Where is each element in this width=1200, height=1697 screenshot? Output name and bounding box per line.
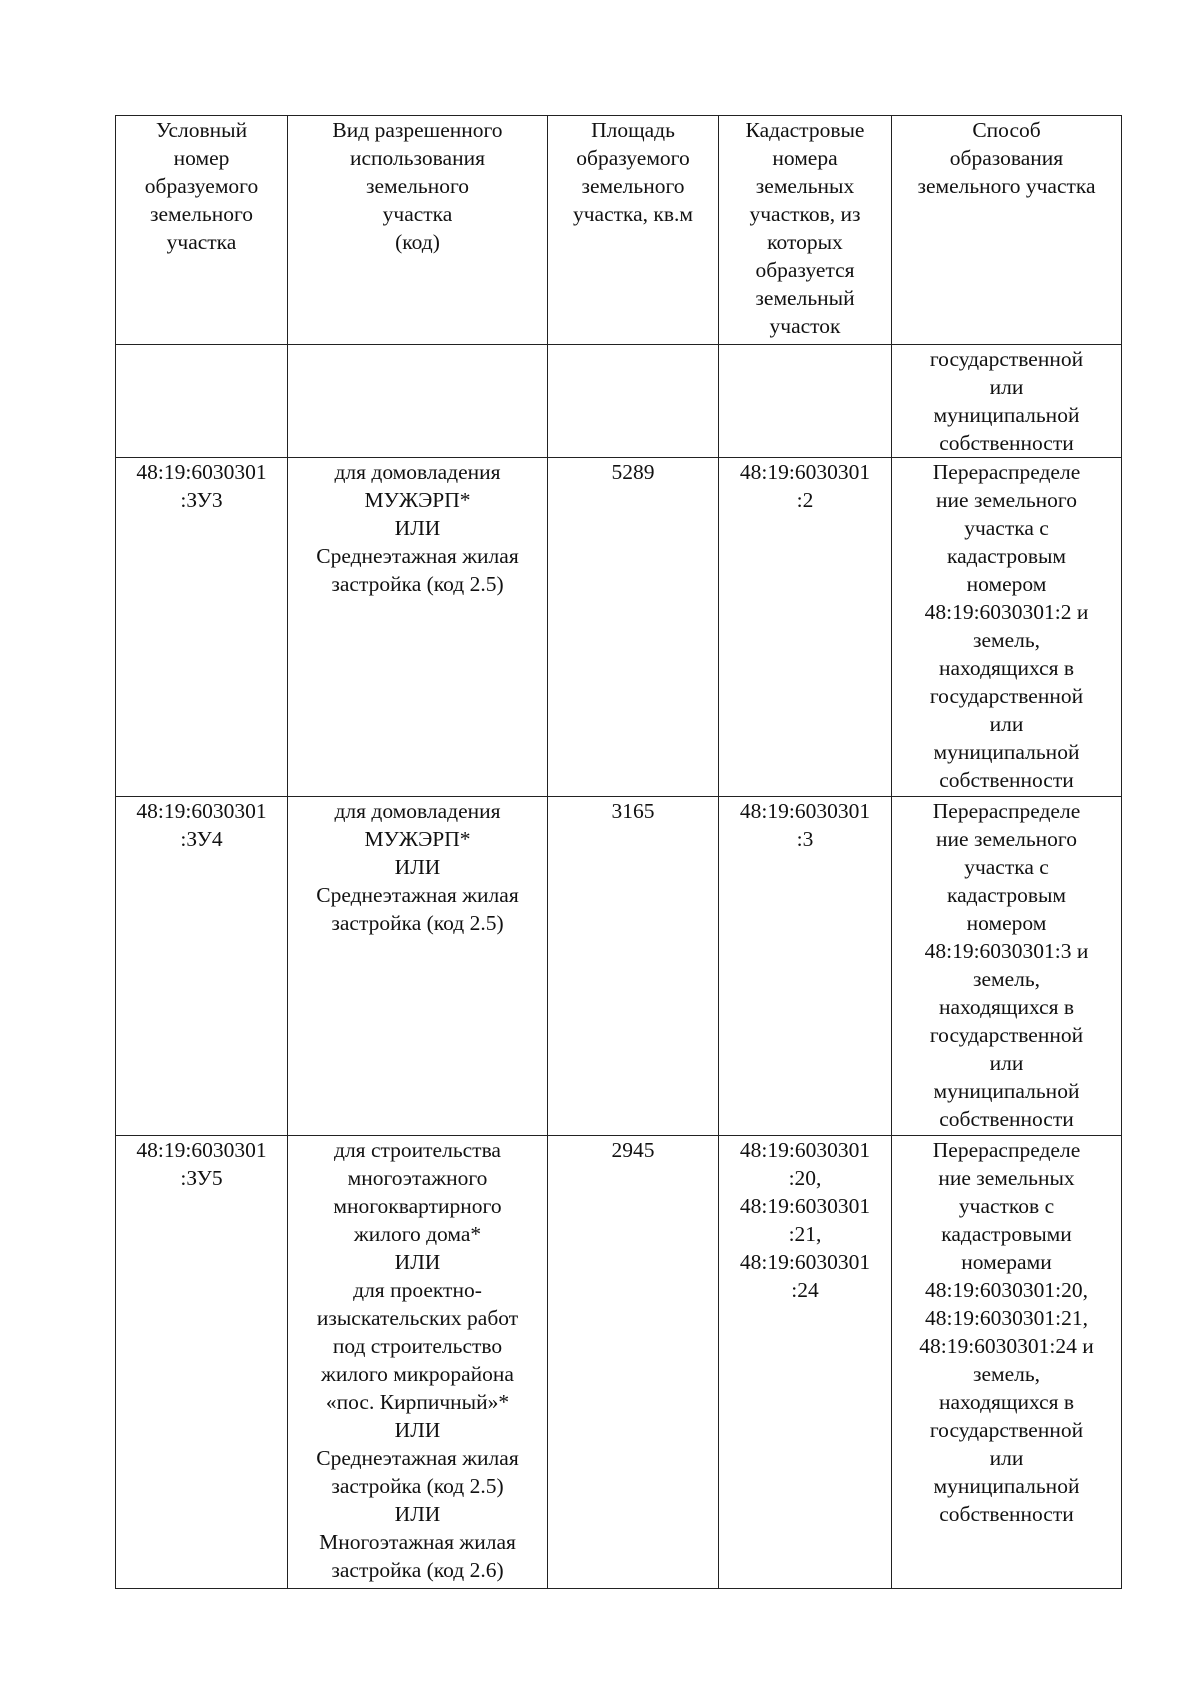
cell-cadastral bbox=[719, 345, 892, 458]
header-cell-number: Условный номер образуемого земельного участка bbox=[116, 116, 288, 345]
cell-area bbox=[548, 345, 719, 458]
cell-method: Перераспределе ние земельного участка с кадастровым номером 48:19:6030301:3 и земель, находящихся в государственной или муниципальной собственности bbox=[892, 797, 1122, 1136]
cell-area: 5289 bbox=[548, 458, 719, 797]
table-header-row bbox=[116, 116, 1122, 345]
cell-number: 48:19:6030301 :ЗУ4 bbox=[116, 797, 288, 1136]
cell-method: Перераспределе ние земельного участка с кадастровым номером 48:19:6030301:2 и земель, находящихся в государственной или муниципальной собственности bbox=[892, 458, 1122, 797]
land-plots-table bbox=[115, 115, 1122, 1589]
cell-use: для строительства многоэтажного многоквартирного жилого дома* ИЛИ для проектно- изыскательских работ под строительство жилого микрорайона «пос. Кирпичный»* ИЛИ Среднеэтажная жилая застройка (код 2.5) ИЛИ Многоэтажная жилая застройка (код 2.6) bbox=[288, 1136, 548, 1589]
table-row bbox=[116, 458, 1122, 797]
cell-method: Перераспределе ние земельных участков с кадастровыми номерами 48:19:6030301:20, 48:19:6030301:21, 48:19:6030301:24 и земель, находящихся в государственной или муниципальной собственности bbox=[892, 1136, 1122, 1589]
cell-use: для домовладения МУЖЭРП* ИЛИ Среднеэтажная жилая застройка (код 2.5) bbox=[288, 458, 548, 797]
header-cell-use: Вид разрешенного использования земельного участка (код) bbox=[288, 116, 548, 345]
cell-cadastral: 48:19:6030301 :20, 48:19:6030301 :21, 48:19:6030301 :24 bbox=[719, 1136, 892, 1589]
cell-method: государственной или муниципальной собственности bbox=[892, 345, 1122, 458]
cell-area: 3165 bbox=[548, 797, 719, 1136]
table-row-continuation bbox=[116, 345, 1122, 458]
cell-number: 48:19:6030301 :ЗУ5 bbox=[116, 1136, 288, 1589]
header-cell-area: Площадь образуемого земельного участка, кв.м bbox=[548, 116, 719, 345]
header-cell-cadastral: Кадастровые номера земельных участков, из которых образуется земельный участок bbox=[719, 116, 892, 345]
cell-number: 48:19:6030301 :ЗУ3 bbox=[116, 458, 288, 797]
table-row bbox=[116, 797, 1122, 1136]
cell-cadastral: 48:19:6030301 :3 bbox=[719, 797, 892, 1136]
cell-number bbox=[116, 345, 288, 458]
cell-area: 2945 bbox=[548, 1136, 719, 1589]
cell-use bbox=[288, 345, 548, 458]
cell-use: для домовладения МУЖЭРП* ИЛИ Среднеэтажная жилая застройка (код 2.5) bbox=[288, 797, 548, 1136]
header-cell-method: Способ образования земельного участка bbox=[892, 116, 1122, 345]
cell-cadastral: 48:19:6030301 :2 bbox=[719, 458, 892, 797]
table-row bbox=[116, 1136, 1122, 1589]
